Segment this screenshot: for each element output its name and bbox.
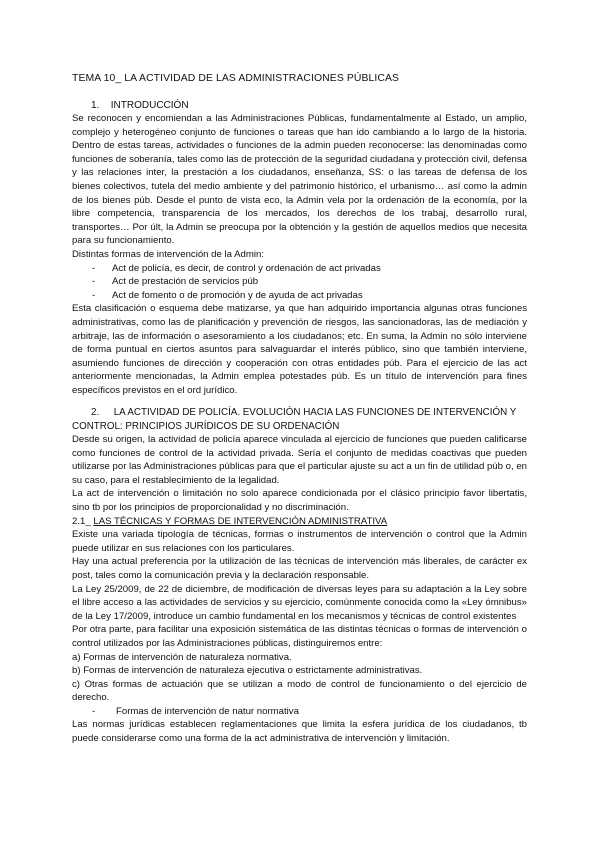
section-2-heading (72, 406, 527, 433)
dash-icon: - (92, 276, 96, 288)
paragraph: Se reconocen y encomiendan a las Administraciones Públicas, fundamentalmente al Estado, un amplio, complejo y heterogéneo conjunto de funciones o tareas que han ido cambiando a lo largo de la historia. Dentro de estas tareas, actividades o funciones de la admin pueden reconocerse: las denominadas como funciones de soberanía, tales como las de protección de la seguridad ciudadana y protección civil, defensa y las relaciones inter, la prestación a los ciudadanos, enseñanza, SS: o las tareas de defensa de los bienes colectivos, tutela del medio ambiente y del patrimonio histórico, el urbanismo… así como la admin de los bienes púb. Desde el punto de vista eco, la Admin vela por la ordenación de la economía, por la libre competencia, transparencia de los mercados, los derechos de los trabaj, desarrollo rural, transportes… Por últ, la Admin se preocupa por la obtención y la gestión de aquellos medios que necesita para su funcionamiento. (72, 113, 527, 247)
section-2-title: LA ACTIVIDAD DE POLICÍA. EVOLUCIÓN HACIA LAS FUNCIONES DE INTERVENCIÓN Y CONTROL: PRINCIPIOS JURÍDICOS DE SU ORDENACIÓN (72, 407, 517, 432)
paragraph: La act de intervención o limitación no solo aparece condicionada por el clásico principio favor libertatis, sino tb por los principios de proporcionalidad y no discriminación. (72, 488, 527, 513)
document-title: TEMA 10_ LA ACTIVIDAD DE LAS ADMINISTRACIONES PÚBLICAS (72, 73, 400, 84)
list-item: - Act de prestación de servicios púb (72, 275, 527, 289)
dash-icon: - (92, 262, 96, 274)
section-1-title: INTRODUCCIÓN (110, 100, 189, 111)
subsection-number: 2.1_ (72, 515, 91, 527)
list-item: c) Otras formas de actuación que se utilizan a modo de control de funcionamiento o del ejercicio de derecho. (72, 678, 527, 704)
paragraph: Esta clasificación o esquema debe matizarse, ya que han adquirido importancia algunas otras funciones administrativas, como las de planificación y prevención de riesgos, las sancionadoras, las de mediación y arbitraje, las de información o asesoramiento a los ciudadanos; etc. En suma, la Admin no sólo interviene de forma puntual en ciertos asuntos para salvaguardar el interés público, sino que también interviene, asumiendo funciones de dirección y cooperación con otras entidades púb. Para el ejercicio de las act anteriormente mencionadas, la Admin emplea potestades púb. Es un título de intervención para fines específicos previstos en el ord jurídico. (72, 303, 527, 396)
section-2-number: 2. (91, 407, 100, 418)
list-item: a) Formas de intervención de naturaleza normativa. (72, 651, 292, 663)
section-1-number: 1. (91, 100, 100, 111)
subsection-title: LAS TÉCNICAS Y FORMAS DE INTERVENCIÓN ADMINISTRATIVA (93, 515, 388, 527)
paragraph: Desde su origen, la actividad de policía aparece vinculada al ejercicio de funciones que pueden calificarse como funciones de control de la actividad privada. Sería el conjunto de medidas coactivas que pueden utilizarse por las Administraciones públicas para que el particular ajuste su act a un fin de utilidad púb o, en su caso, para el restablecimiento de la legalidad. (72, 434, 527, 486)
section-1-body (72, 112, 527, 397)
paragraph: Por otra parte, para facilitar una exposición sistemática de las distintas técnicas o formas de intervención o control utilizados por las Administraciones públicas, distinguiremos entre: (72, 624, 527, 649)
list-item: - Formas de intervención de natur normativa (72, 705, 527, 719)
section-2-body (72, 433, 527, 746)
section-1-heading (91, 99, 189, 113)
dash-icon: - (92, 705, 96, 717)
list-item: b) Formas de intervención de naturaleza ejecutiva o estrictamente administrativas. (72, 665, 423, 677)
paragraph: Las normas jurídicas establecen reglamentaciones que limita la esfera jurídica de los ciudadanos, tb puede considerarse como una forma de la act administrativa de intervención y limitación. (72, 719, 527, 745)
dash-icon: - (92, 289, 96, 301)
list-item: - Act de policía, es decir, de control y ordenación de act privadas (72, 262, 527, 276)
paragraph: Hay una actual preferencia por la utilización de las técnicas de intervención más liberales, de carácter ex post, tales como la comunicación previa y la declaración responsable. (72, 556, 527, 581)
list-item: - Act de fomento o de promoción y de ayuda de act privadas (72, 289, 527, 303)
paragraph: Distintas formas de intervención de la Admin: (72, 248, 264, 260)
paragraph: La Ley 25/2009, de 22 de diciembre, de modificación de diversas leyes para su adaptación a la Ley sobre el libre acceso a las actividades de servicios y su ejercicio, comúnmente conocida como la «Ley ómnibus» de la Ley 17/2009, introduce un cambio fundamental en los mecanismos y técnicas de control existentes (72, 583, 527, 622)
subsection-heading (72, 515, 527, 529)
paragraph: Existe una variada tipología de técnicas, formas o instrumentos de intervención o control que la Admin puede utilizar en sus relaciones con los particulares. (72, 529, 527, 554)
